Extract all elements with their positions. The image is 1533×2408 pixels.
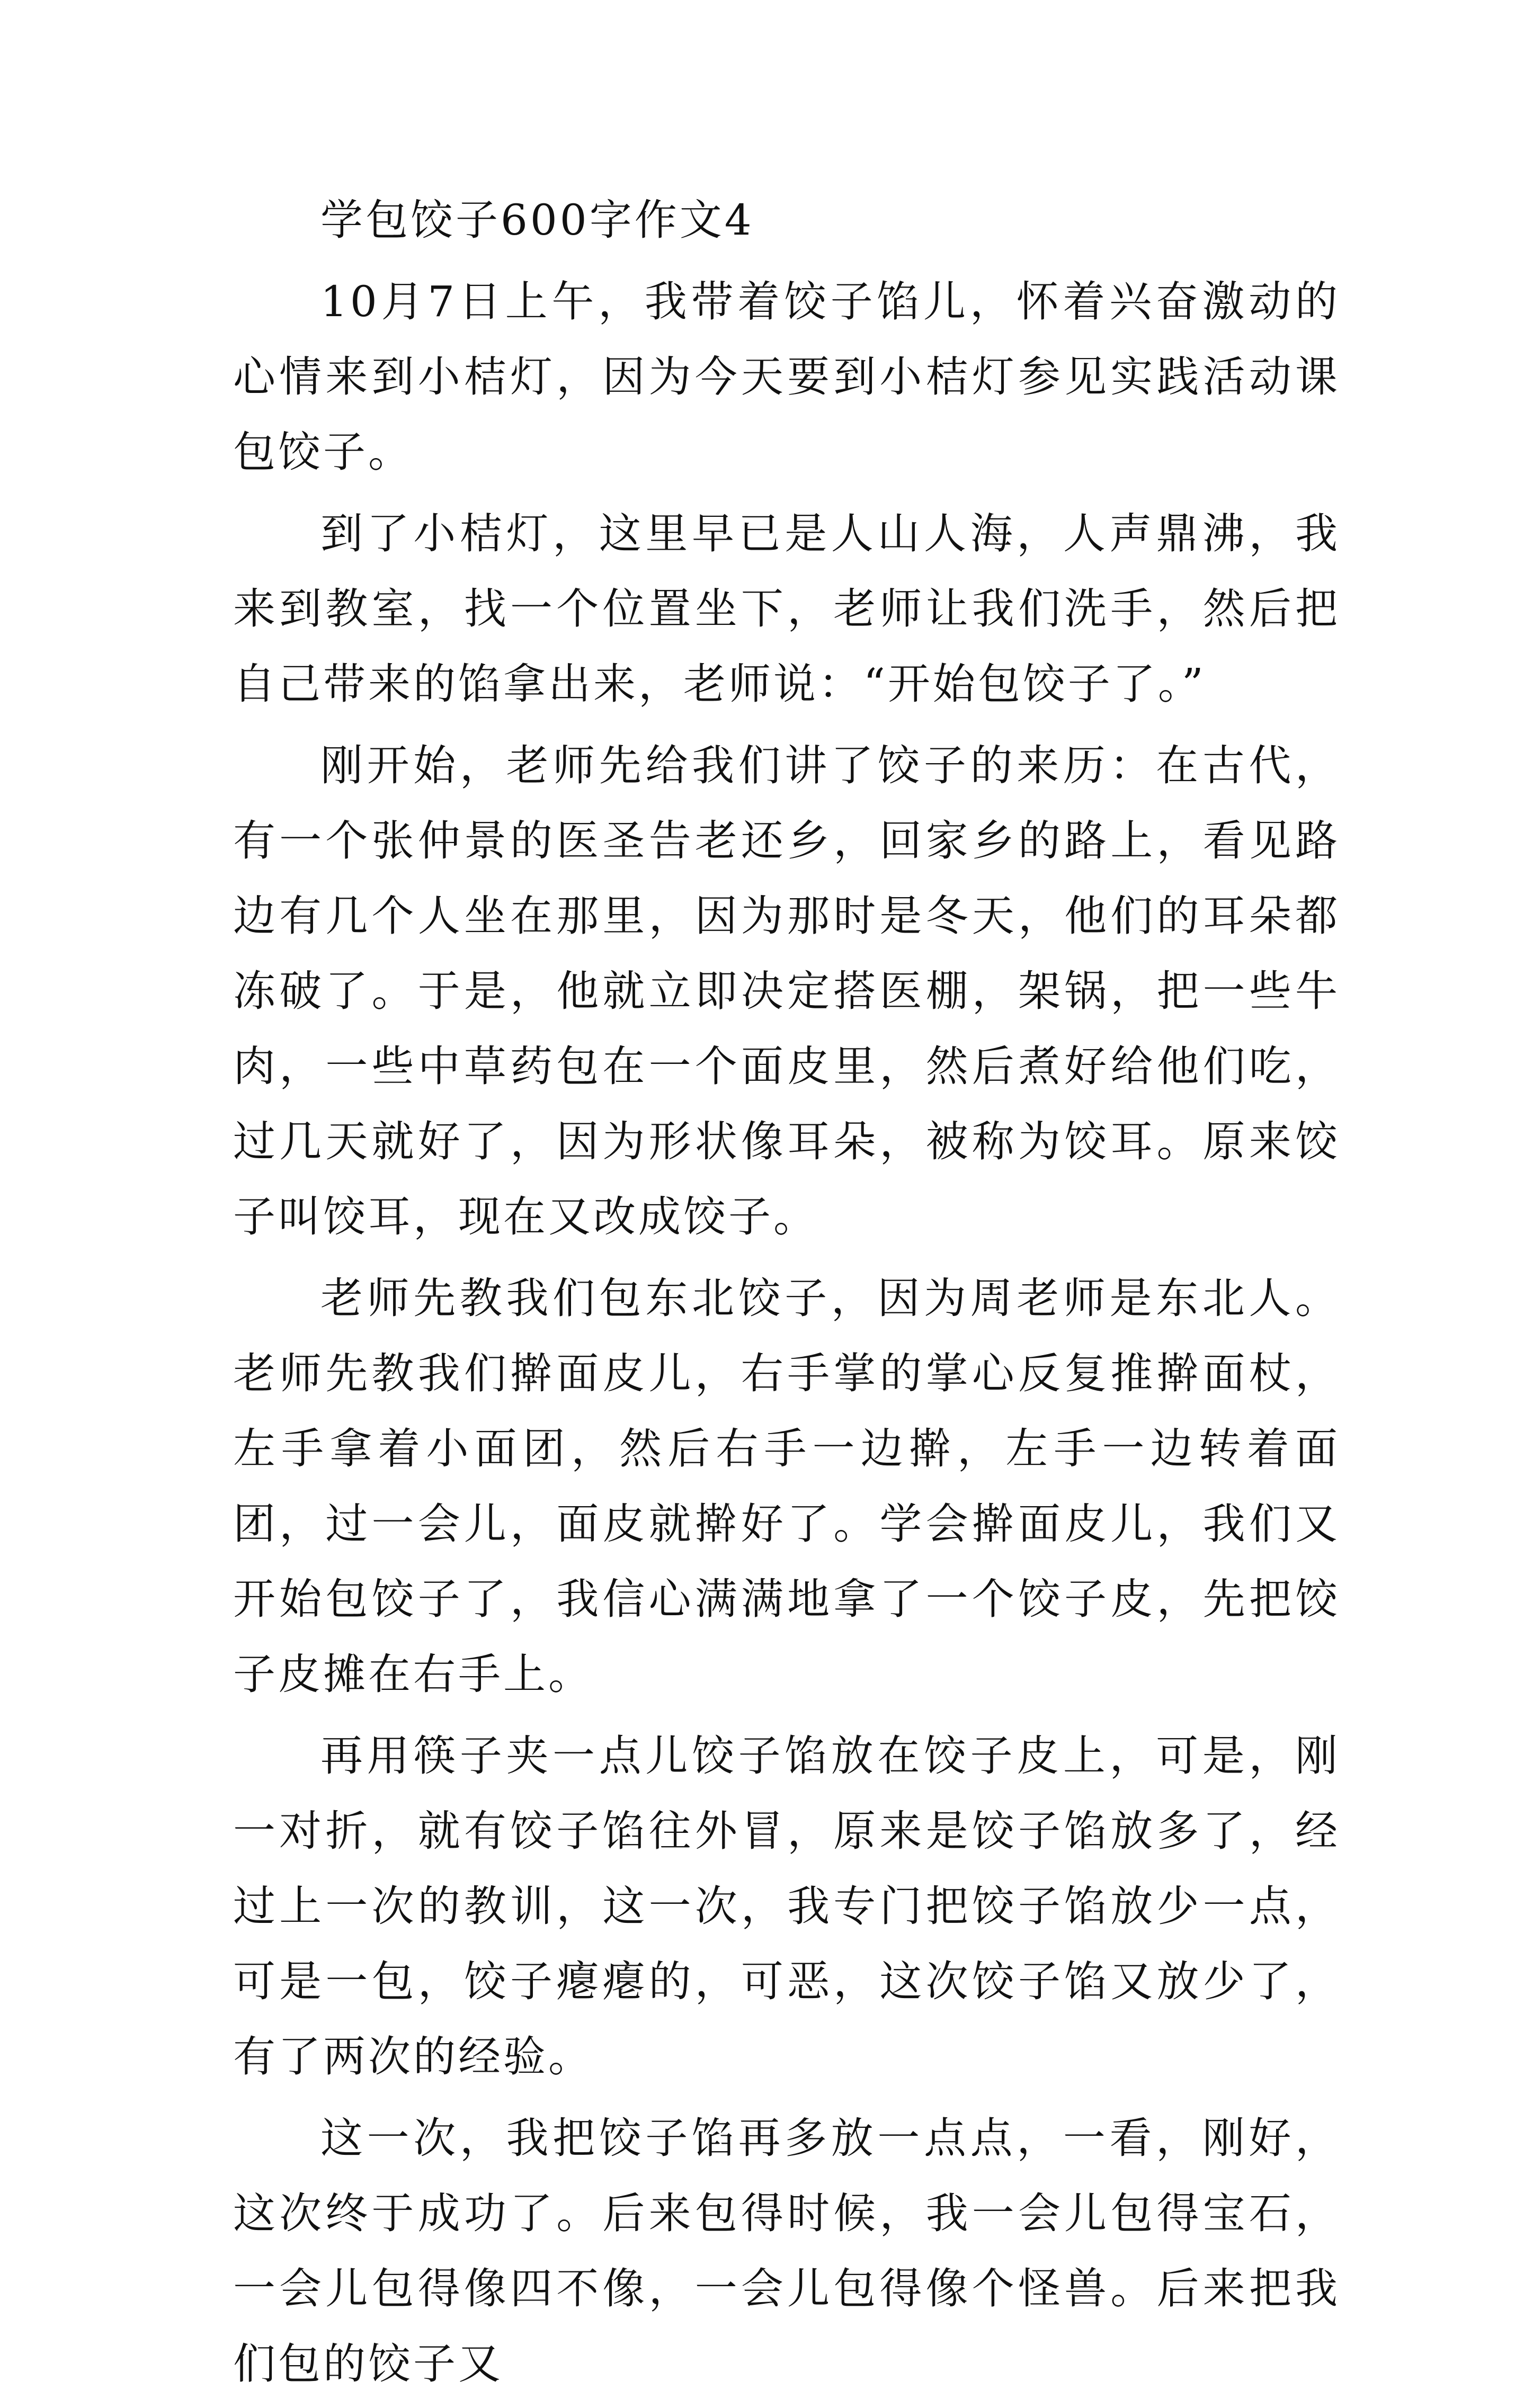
document-title: 学包饺子600字作文4 bbox=[320, 195, 754, 245]
paragraph-1: 10月7日上午，我带着饺子馅儿，怀着兴奋激动的心情来到小桔灯，因为今天要到小桔灯参见实践活动课包饺子。 bbox=[233, 277, 1340, 477]
paragraph-3: 刚开始，老师先给我们讲了饺子的来历：在古代，有一个张仲景的医圣告老还乡，回家乡的路上，看见路边有几个人坐在那里，因为那时是冬天，他们的耳朵都冻破了。于是，他就立即决定搭医棚，架锅，把一些牛肉，一些中草药包在一个面皮里，然后煮好给他们吃，过几天就好了，因为形状像耳朵，被称为饺耳。原来饺子叫饺耳，现在又改成饺子。 bbox=[233, 741, 1340, 1241]
paragraph-4: 老师先教我们包东北饺子，因为周老师是东北人。老师先教我们擀面皮儿，右手掌的掌心反复推擀面杖，左手拿着小面团，然后右手一边擀，左手一边转着面团，过一会儿，面皮就擀好了。学会擀面皮儿，我们又开始包饺子了，我信心满满地拿了一个饺子皮，先把饺子皮摊在右手上。 bbox=[233, 1274, 1340, 1699]
paragraph-2: 到了小桔灯，这里早已是人山人海，人声鼎沸，我来到教室，找一个位置坐下，老师让我们洗手，然后把自己带来的馅拿出来，老师说：“开始包饺子了。” bbox=[233, 509, 1340, 709]
paragraph-5: 再用筷子夹一点儿饺子馅放在饺子皮上，可是，刚一对折，就有饺子馅往外冒，原来是饺子馅放多了，经过上一次的教训，这一次，我专门把饺子馅放少一点，可是一包，饺子瘪瘪的，可恶，这次饺子馅又放少了，有了两次的经验。 bbox=[233, 1731, 1340, 2081]
paragraph-6: 这一次，我把饺子馅再多放一点点，一看，刚好，这次终于成功了。后来包得时候，我一会儿包得宝石，一会儿包得像四不像，一会儿包得像个怪兽。后来把我们包的饺子又 bbox=[233, 2114, 1340, 2388]
document-body bbox=[233, 183, 1340, 2408]
